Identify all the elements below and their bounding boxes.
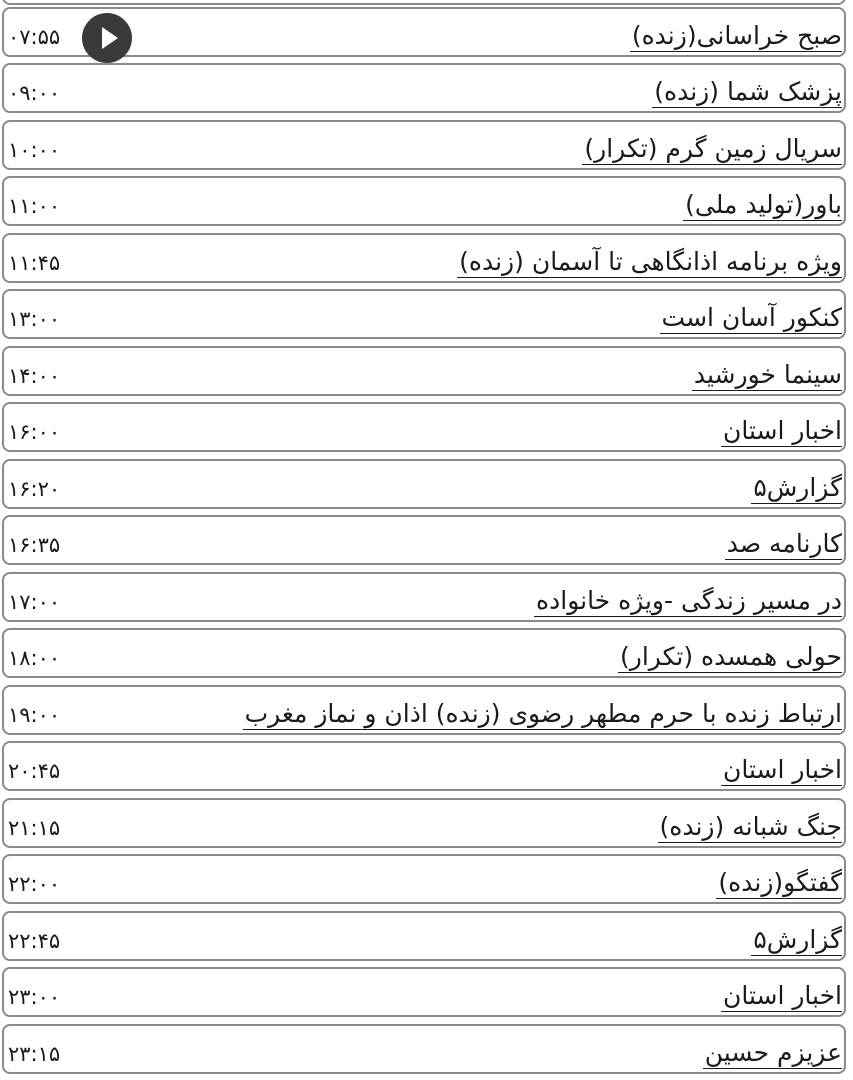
play-icon[interactable] xyxy=(82,13,132,63)
program-time: ۱۹:۰۰ xyxy=(8,703,61,727)
list-item-partial[interactable] xyxy=(2,0,846,5)
program-time: ۲۰:۴۵ xyxy=(8,759,61,783)
program-title: اخبار استان xyxy=(723,416,842,445)
schedule-row-17[interactable] xyxy=(2,911,846,961)
program-title: اخبار استان xyxy=(723,755,842,784)
program-time: ۲۳:۰۰ xyxy=(8,985,61,1009)
program-time: ۲۲:۴۵ xyxy=(8,929,61,953)
program-time: ۱۶:۲۰ xyxy=(8,477,61,501)
program-title: کارنامه صد xyxy=(726,529,842,558)
program-title: ویژه برنامه اذانگاهی تا آسمان (زنده) xyxy=(459,247,842,276)
program-time: ۱۱:۴۵ xyxy=(8,251,61,275)
schedule-row-8[interactable] xyxy=(2,402,846,452)
program-time: ۱۱:۰۰ xyxy=(8,194,61,218)
program-title: در مسیر زندگی -ویژه خانواده xyxy=(536,586,842,615)
program-time: ۱۸:۰۰ xyxy=(8,646,61,670)
schedule-row-9[interactable] xyxy=(2,459,846,509)
program-title: کنکور آسان است xyxy=(661,303,842,332)
program-time: ۱۰:۰۰ xyxy=(8,138,61,162)
program-title: اخبار استان xyxy=(723,981,842,1010)
program-title: باور(تولید ملی) xyxy=(685,190,842,219)
program-time: ۰۷:۵۵ xyxy=(8,25,61,49)
program-title: پزشک شما (زنده) xyxy=(654,77,842,106)
schedule-row-4[interactable] xyxy=(2,176,846,226)
program-title: ارتباط زنده با حرم مطهر رضوی (زنده) اذان و نماز مغرب xyxy=(244,699,842,728)
program-title: سینما خورشید xyxy=(693,360,842,389)
schedule-row-6[interactable] xyxy=(2,289,846,339)
program-time: ۱۶:۰۰ xyxy=(8,420,61,444)
program-title: گزارش۵ xyxy=(753,473,842,502)
program-title: حولی همسده (تکرار) xyxy=(620,642,842,671)
program-time: ۱۷:۰۰ xyxy=(8,590,61,614)
program-time: ۱۶:۳۵ xyxy=(8,533,61,557)
program-title: صبح خراسانی(زنده) xyxy=(631,21,842,50)
schedule-row-1[interactable] xyxy=(2,7,846,57)
schedule-row-16[interactable] xyxy=(2,854,846,904)
schedule-row-13[interactable] xyxy=(2,685,846,735)
schedule-row-19[interactable] xyxy=(2,1024,846,1074)
program-title: گفتگو(زنده) xyxy=(718,868,842,897)
program-title: سریال زمین گرم (تکرار) xyxy=(584,134,842,163)
schedule-row-14[interactable] xyxy=(2,741,846,791)
schedule-row-15[interactable] xyxy=(2,798,846,848)
schedule-row-5[interactable] xyxy=(2,233,846,283)
program-time: ۱۴:۰۰ xyxy=(8,364,61,388)
program-time: ۱۳:۰۰ xyxy=(8,307,61,331)
schedule-row-10[interactable] xyxy=(2,515,846,565)
program-time: ۲۱:۱۵ xyxy=(8,816,61,840)
schedule-row-2[interactable] xyxy=(2,63,846,113)
schedule-row-3[interactable] xyxy=(2,120,846,170)
program-time: ۲۳:۱۵ xyxy=(8,1042,61,1066)
schedule-row-12[interactable] xyxy=(2,628,846,678)
schedule-row-11[interactable] xyxy=(2,572,846,622)
program-title: گزارش۵ xyxy=(753,925,842,954)
schedule-row-18[interactable] xyxy=(2,967,846,1017)
schedule-row-7[interactable] xyxy=(2,346,846,396)
program-title: عزیزم حسین xyxy=(704,1038,842,1067)
program-title: جنگ شبانه (زنده) xyxy=(659,812,842,841)
program-time: ۰۹:۰۰ xyxy=(8,81,61,105)
program-time: ۲۲:۰۰ xyxy=(8,872,61,896)
